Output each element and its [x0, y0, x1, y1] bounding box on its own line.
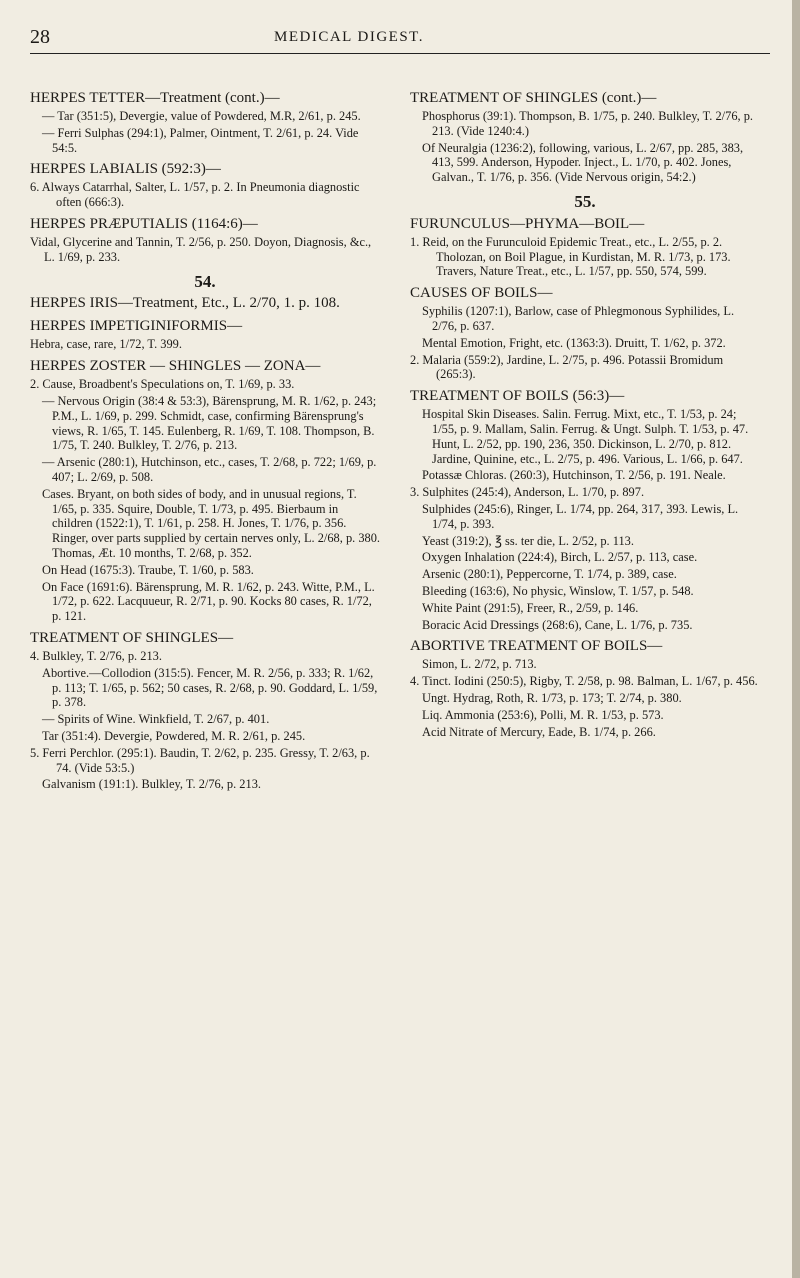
section-number: 55.	[574, 191, 596, 211]
section-number: 54.	[194, 271, 216, 291]
entry: Vidal, Glycerine and Tannin, T. 2/56, p. 250. Doyon, Diagnosis, &c., L. 1/69, p. 233.	[30, 234, 372, 264]
numbered-entry: 6. Always Catarrhal, Salter, L. 1/57, p. 2. In Pneumonia diagnostic often (666:3).	[30, 180, 360, 210]
entry: — Nervous Origin (38:4 & 53:3), Bärensprung, M. R. 1/62, p. 243; P.M., L. 1/69, p. 299. Schmidt, case, confirming Bärensprung's views, R. 1/65, T. 145. Eulenberg, R. 1/69, T. 108. Thompson, B. 1/75, T. 240. Bulkley, T. 2/76, p. 213.	[42, 393, 377, 453]
entry: Syphilis (1207:1), Barlow, case of Phlegmonous Syphilides, L. 2/76, p. 637.	[422, 304, 735, 333]
header-rule	[30, 53, 770, 54]
section-heading: TREATMENT OF BOILS (56:3)—	[410, 388, 625, 405]
entry: Cases. Bryant, on both sides of body, and in unusual regions, T. 1/65, p. 335. Squire, Double, T. 1/73, p. 495. Bierbaum in children (1522:1), T. 1/61, p. 258. H. Jones, T. 1/76, p. 356. Ringer, over parts supplied by certain nerves only, L. 2/68, p. 380. Thomas, Æt. 10 months, T. 2/68, p. 352.	[42, 486, 381, 560]
right-column	[410, 84, 760, 741]
entry: Arsenic (280:1), Peppercorne, T. 1/74, p. 389, case.	[422, 567, 677, 582]
entry: Abortive.—Collodion (315:5). Fencer, M. R. 2/56, p. 333; R. 1/62, p. 113; T. 1/65, p. 562; 50 cases, R. 2/68, p. 90. Goddard, L. 1/59, p. 378.	[42, 665, 378, 710]
entry: Hebra, case, rare, 1/72, T. 399.	[30, 337, 182, 352]
entry: Galvanism (191:1). Bulkley, T. 2/76, p. 213.	[42, 777, 261, 792]
section-heading: FURUNCULUS—PHYMA—BOIL—	[410, 215, 645, 232]
entry: On Head (1675:3). Traube, T. 1/60, p. 583.	[42, 562, 254, 577]
numbered-entry: 4. Bulkley, T. 2/76, p. 213.	[30, 648, 162, 663]
section-heading: TREATMENT OF SHINGLES (cont.)—	[410, 90, 657, 106]
section-heading: HERPES LABIALIS (592:3)—	[30, 161, 221, 178]
entry: Phosphorus (39:1). Thompson, B. 1/75, p. 240. Bulkley, T. 2/76, p. 213. (Vide 1240:4.)	[422, 109, 753, 138]
entry: — Tar (351:5), Devergie, value of Powdered, M.R, 2/61, p. 245.	[42, 109, 361, 123]
entry: Hospital Skin Diseases. Salin. Ferrug. Mixt, etc., T. 1/53, p. 24; 1/55, p. 9. Mallam, Salin. Ferrug. & Ungt. Sulph. T. 1/53, p. 47. Hunt, L. 2/52, pp. 190, 236, 350. Dickinson, L. 2/70, p. 812. Jardine, Quinine, etc., L. 2/75, p. 496. Various, L. 1/66, p. 647.	[422, 407, 749, 466]
numbered-entry: 3. Sulphites (245:4), Anderson, L. 1/70, p. 897.	[410, 485, 645, 500]
section-heading: HERPES PRÆPUTIALIS (1164:6)—	[30, 215, 258, 232]
page-number: 28	[30, 26, 50, 48]
numbered-entry: 2. Cause, Broadbent's Speculations on, T. 1/69, p. 33.	[30, 377, 295, 392]
entry: White Paint (291:5), Freer, R., 2/59, p. 146.	[422, 600, 639, 615]
numbered-entry: 4. Tinct. Iodini (250:5), Rigby, T. 2/58, p. 98. Balman, L. 1/67, p. 456.	[410, 674, 758, 689]
entry: — Ferri Sulphas (294:1), Palmer, Ointment, T. 2/61, p. 24. Vide 54:5.	[42, 125, 359, 155]
section-heading: HERPES IRIS—Treatment, Etc., L. 2/70, 1. p. 108.	[30, 295, 340, 312]
section-heading: HERPES TETTER—Treatment (cont.)—	[30, 90, 280, 106]
section-heading: TREATMENT OF SHINGLES—	[30, 629, 234, 646]
section-heading: CAUSES OF BOILS—	[410, 285, 553, 302]
page-edge	[792, 0, 800, 1278]
entry: Tar (351:4). Devergie, Powdered, M. R. 2/61, p. 245.	[42, 728, 306, 743]
running-title: MEDICAL DIGEST.	[274, 29, 424, 45]
entry: Bleeding (163:6), No physic, Winslow, T. 1/57, p. 548.	[422, 583, 694, 598]
entry: Liq. Ammonia (253:6), Polli, M. R. 1/53, p. 573.	[422, 707, 664, 722]
entry: Simon, L. 2/72, p. 713.	[422, 657, 537, 672]
entry: Mental Emotion, Fright, etc. (1363:3). Druitt, T. 1/62, p. 372.	[422, 335, 726, 350]
entry: Ungt. Hydrag, Roth, R. 1/73, p. 173; T. 2/74, p. 380.	[422, 690, 682, 705]
entry: On Face (1691:6). Bärensprung, M. R. 1/62, p. 243. Witte, P.M., L. 1/72, p. 622. Lacquueur, R. 2/71, p. 90. Kocks 80 cases, R. 1/72, p. 121.	[42, 579, 375, 624]
numbered-entry: 1. Reid, on the Furunculoid Epidemic Treat., etc., L. 2/55, p. 2. Tholozan, on Boil Plague, in Kurdistan, M. R. 1/73, p. 173. Travers, Nature Treat., etc., L. 1/57, pp. 550, 574, 599.	[410, 234, 731, 279]
section-heading: ABORTIVE TREATMENT OF BOILS—	[410, 638, 663, 655]
entry: Acid Nitrate of Mercury, Eade, B. 1/74, p. 266.	[422, 724, 656, 739]
numbered-entry: 5. Ferri Perchlor. (295:1). Baudin, T. 2/62, p. 235. Gressy, T. 2/63, p. 74. (Vide 53:5.)	[30, 745, 370, 775]
entry: Yeast (319:2), ℥ ss. ter die, L. 2/52, p. 113.	[422, 533, 634, 548]
entry: — Arsenic (280:1), Hutchinson, etc., cases, T. 2/68, p. 722; 1/69, p. 407; L. 2/69, p. 508.	[42, 455, 377, 484]
section-heading: HERPES ZOSTER — SHINGLES — ZONA—	[30, 358, 321, 375]
entry: Potassæ Chloras. (260:3), Hutchinson, T. 2/56, p. 191. Neale.	[422, 468, 726, 483]
entry: Of Neuralgia (1236:2), following, various, L. 2/67, pp. 285, 383, 413, 599. Anderson, Hypoder. Inject., L. 1/70, p. 402. Jones, Galvan., T. 1/76, p. 356. (Vide Nervous origin, 54:2.)	[422, 140, 744, 185]
entry: Oxygen Inhalation (224:4), Birch, L. 2/57, p. 113, case.	[422, 550, 698, 565]
entry: — Spirits of Wine. Winkfield, T. 2/67, p. 401.	[42, 712, 270, 727]
left-column	[30, 84, 380, 794]
numbered-entry: 2. Malaria (559:2), Jardine, L. 2/75, p. 496. Potassii Bromidum (265:3).	[410, 352, 724, 382]
section-heading: HERPES IMPETIGINIFORMIS—	[30, 318, 243, 335]
entry: Boracic Acid Dressings (268:6), Cane, L. 1/76, p. 735.	[422, 617, 693, 632]
entry: Sulphides (245:6), Ringer, L. 1/74, pp. 264, 317, 393. Lewis, L. 1/74, p. 393.	[422, 501, 739, 531]
page-header	[30, 20, 770, 50]
